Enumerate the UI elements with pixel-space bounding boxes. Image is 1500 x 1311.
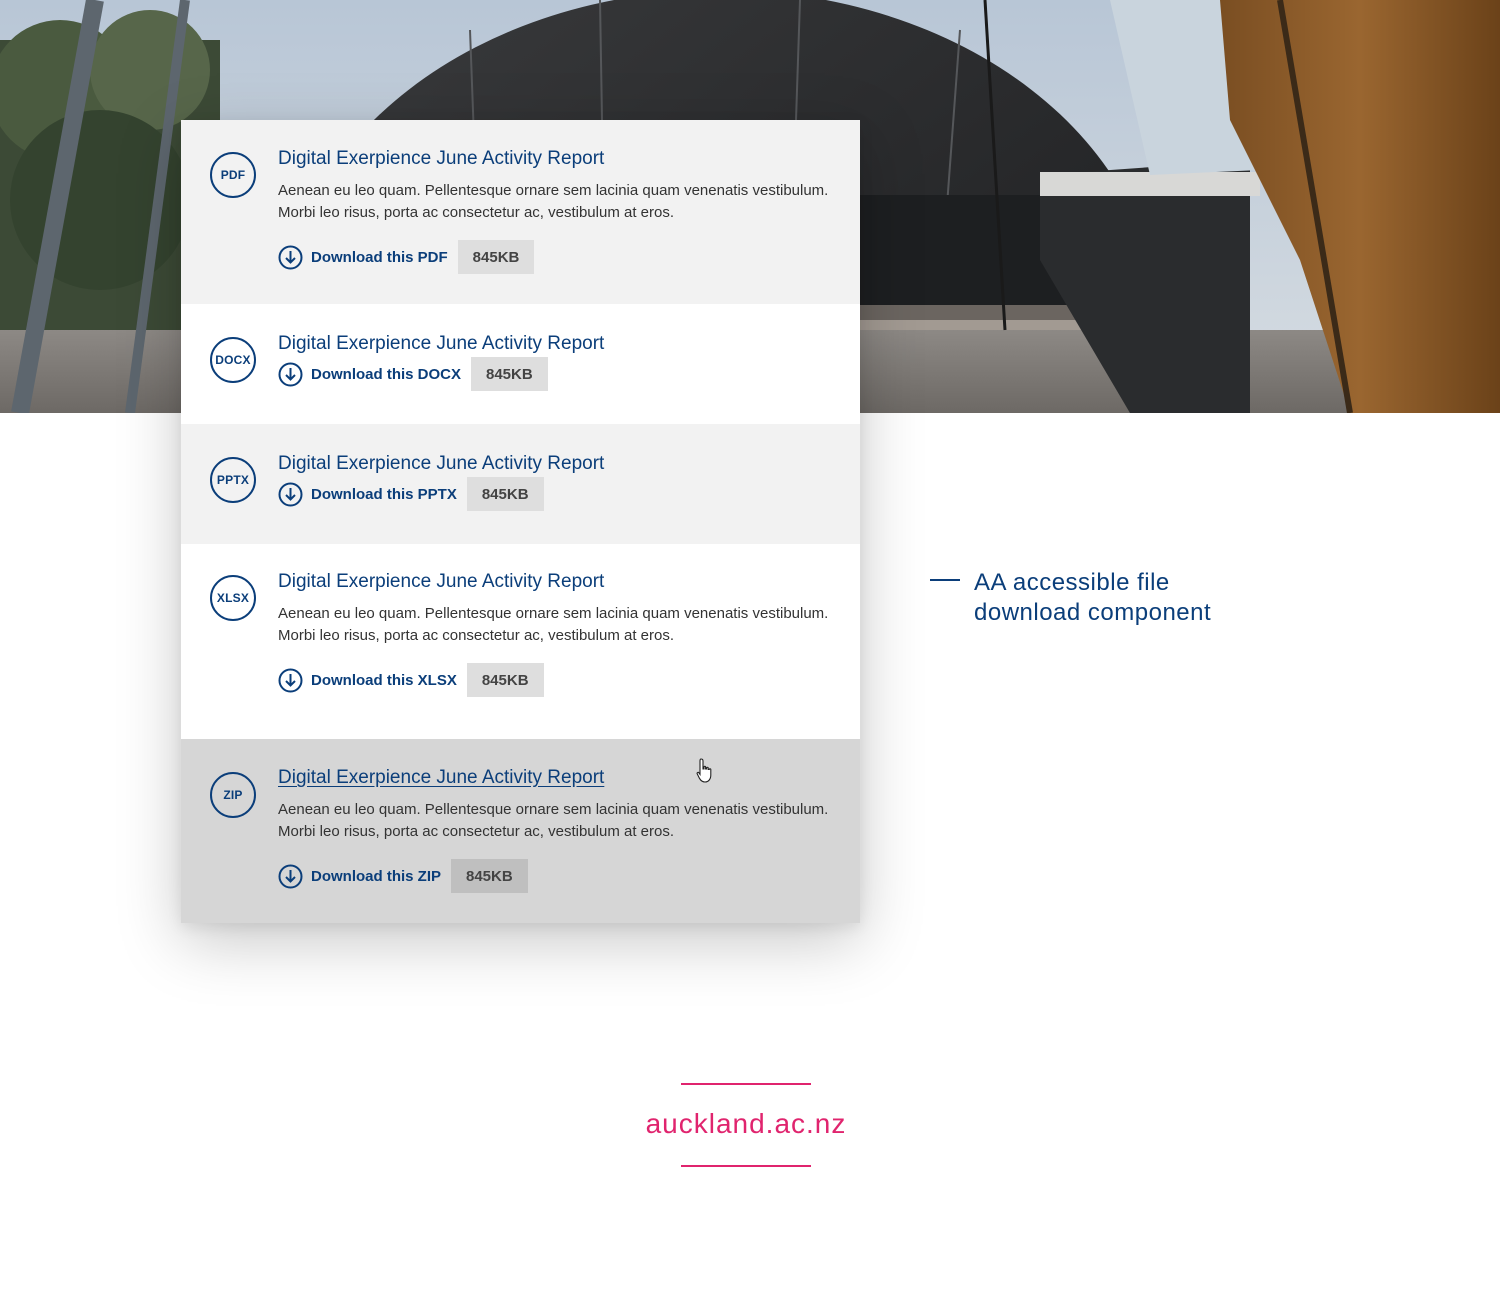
- file-title-link[interactable]: Digital Exerpience June Activity Report: [278, 148, 605, 169]
- file-title-link[interactable]: Digital Exerpience June Activity Report: [278, 571, 605, 592]
- caption-text: [974, 568, 1254, 628]
- download-label: Download this XLSX: [311, 671, 457, 689]
- download-link-pptx[interactable]: [278, 482, 457, 507]
- file-size-badge: 845KB: [458, 240, 535, 274]
- file-title-link[interactable]: Digital Exerpience June Activity Report: [278, 453, 605, 474]
- file-item-xlsx: [181, 544, 860, 739]
- file-size-badge: 845KB: [471, 357, 548, 391]
- download-link-docx[interactable]: [278, 362, 461, 387]
- file-item-zip: [181, 739, 860, 923]
- download-icon: [278, 668, 303, 693]
- component-caption: [930, 568, 1254, 628]
- file-description: Aenean eu leo quam. Pellentesque ornare sem lacinia quam venenatis vestibulum. Morbi leo risus, porta ac consectetur ac, vestibulum at eros.: [278, 605, 829, 644]
- download-row: [278, 859, 830, 893]
- download-label: Download this PDF: [311, 248, 448, 266]
- file-type-badge-xlsx: XLSX: [210, 575, 256, 621]
- download-link-zip[interactable]: [278, 864, 441, 889]
- file-item-pdf: [181, 120, 860, 304]
- hand-pointer-cursor-icon: [696, 758, 714, 784]
- caption-dash: [930, 579, 960, 581]
- caption-line-1: AA accessible file: [974, 569, 1170, 596]
- download-link-pdf[interactable]: [278, 245, 448, 270]
- download-icon: [278, 362, 303, 387]
- download-icon: [278, 245, 303, 270]
- file-type-badge-pdf: PDF: [210, 152, 256, 198]
- file-title-link[interactable]: Digital Exerpience June Activity Report: [278, 767, 605, 788]
- download-label: Download this DOCX: [311, 365, 461, 383]
- download-icon: [278, 864, 303, 889]
- file-size-badge: 845KB: [467, 477, 544, 511]
- file-type-badge-zip: ZIP: [210, 772, 256, 818]
- footer-rule-bottom: [681, 1165, 811, 1167]
- download-label: Download this PPTX: [311, 485, 457, 503]
- file-description: Aenean eu leo quam. Pellentesque ornare sem lacinia quam venenatis vestibulum. Morbi leo risus, porta ac consectetur ac, vestibulum at eros.: [278, 182, 829, 221]
- download-row: [278, 663, 830, 697]
- download-link-xlsx[interactable]: [278, 668, 457, 693]
- file-item-docx: [181, 304, 860, 424]
- download-label: Download this ZIP: [311, 867, 441, 885]
- download-row: [278, 240, 830, 274]
- file-size-badge: 845KB: [467, 663, 544, 697]
- caption-line-2: download component: [974, 599, 1212, 626]
- file-description: Aenean eu leo quam. Pellentesque ornare sem lacinia quam venenatis vestibulum. Morbi leo risus, porta ac consectetur ac, vestibulum at eros.: [278, 801, 829, 840]
- file-title-link[interactable]: Digital Exerpience June Activity Report: [278, 333, 605, 354]
- download-row: [278, 357, 830, 391]
- file-size-badge: 845KB: [451, 859, 528, 893]
- footer-site-link[interactable]: auckland.ac.nz: [645, 1108, 847, 1139]
- file-download-list: [181, 120, 860, 923]
- download-icon: [278, 482, 303, 507]
- file-type-badge-docx: DOCX: [210, 337, 256, 383]
- download-row: [278, 477, 830, 511]
- file-item-pptx: [181, 424, 860, 544]
- footer-rule-top: [681, 1083, 811, 1085]
- file-type-badge-pptx: PPTX: [210, 457, 256, 503]
